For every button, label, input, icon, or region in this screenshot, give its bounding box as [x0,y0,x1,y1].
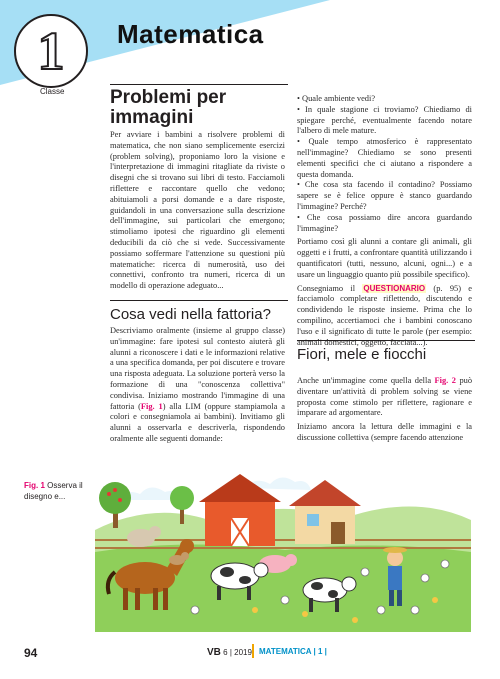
questionario-tag: QUESTIONARIO [363,283,426,293]
right-column [297,94,472,351]
class-number: 1 [37,21,65,81]
fiori-text-1: Anche un'immagine come quella della [297,376,435,385]
magazine-logo: VB [207,647,221,658]
fiori-paragraph-1 [297,376,472,419]
issue-number: 6 | 2019 [223,648,252,657]
questionario-paragraph [297,284,472,349]
farm-illustration [95,460,471,632]
footer-separator [252,644,254,658]
fattoria-text-2: ) alla LIM (oppure stampiamola a colori e consegniamola ai bambini). Invitiamo gli alunni a osservarla e descriverla, rispondendo oralmente alle seguenti domande: [110,401,285,443]
magazine-issue [207,647,252,658]
question-2: • In quale stagione ci troviamo? Chiediamo di spiegare perché, eventualmente facendo notare l'albero di mele mature. [297,104,472,136]
question-5: • Che cosa possiamo dire ancora guardando l'immagine? [297,212,472,233]
questionario-post: (p. 95) e facciamolo completare riflettendo, discutendo e condividendo le risposte insieme. Prima che lo compilino, accertiamoci che i bambini conoscano l'uso e il significato di tutte le parole (per esempio: animali domestici, oggetto, facciata...). [297,283,473,347]
question-3: • Quale tempo atmosferico è rappresentato nell'immagine? Chiediamo se sono presenti elementi specifici che ci aiutano a rispondere a questa domanda. [297,137,472,179]
section-title: Matematica [117,19,264,49]
intro-paragraph: Per avviare i bambini a risolvere problemi di matematica, che non siano semplicemente esercizi (problem solving), proponiamo loro la visione e l'interpretazione di immagini ritagliate da riviste o disegni che si trovano sui libri di testo. Facciamoli riflettere e raccontare quello che vedono; abituiamoli a porsi domande e a dare risposte, guidandoli in una conversazione sulla descrizione dell'immagine, sui particolari che emergono; stimoliamo ipotesi che riguardino gli elementi deducibili da ciò che si vede. Successivamente possiamo soffermare l'attenzione su questioni più matematiche: ricerca di numerosità, uso dei connettivi, confronto tra numeri, ricerca di un modello di operazione adeguato... [110,130,285,291]
fig-1-ref: Fig. 1 [140,401,163,411]
fiori-text-2: può diventare un'attività di problem solving se viene proposta come stimolo per riflettere, ragionare e imparare ad argomentare. [297,376,473,418]
question-1: • Quale ambiente vedi? [297,94,376,103]
fig-2-ref: Fig. 2 [434,376,456,385]
fiori-paragraph-2: Iniziamo ancora la lettura delle immagini e la discussione collettiva (sempre facendo attenzione [297,422,472,442]
question-4: • Che cosa sta facendo il contadino? Possiamo sapere se è felice oppure è stanco guardando l'immagine? Perché? [297,180,472,211]
after-questions-paragraph: Portiamo così gli alunni a contare gli animali, gli oggetti e i frutti, a confrontare quantità utilizzando i quantificatori (tutti, nessuno, alcuni, ogni...) e a usare un linguaggio quanto più possibile specifico). [297,237,472,279]
figure-caption-text: Osserva il disegno e... [24,481,83,501]
class-badge [14,14,88,88]
left-column [110,130,285,295]
article-title: Problemi per immagini [110,84,288,128]
section-fattoria-heading: Cosa vedi nella fattoria? [110,300,288,323]
fattoria-text-1: Descriviamo oralmente (insieme al gruppo classe) un'immagine: fare ipotesi sul contesto aiuterà gli alunni a riconoscere i dati e le informazioni relative a una specifica domanda, per poi discutere e trovare una risposta adeguata. La soluzione porterà verso la formazione di una "conoscenza collettiva" condivisa. Iniziamo mostrando l'immagine di una fattoria ( [110,326,285,411]
fattoria-paragraph [110,326,285,445]
fiori-column [297,376,472,447]
section-fiori-heading: Fiori, mele e fiocchi [297,340,475,363]
figure-caption [24,480,94,502]
footer-section: MATEMATICA | 1 | [259,647,327,656]
questionario-pre: Consegniamo il [297,283,363,293]
class-label: Classe [40,87,65,96]
fattoria-column [110,326,285,448]
page-number: 94 [24,646,38,660]
figure-label: Fig. 1 [24,481,45,490]
